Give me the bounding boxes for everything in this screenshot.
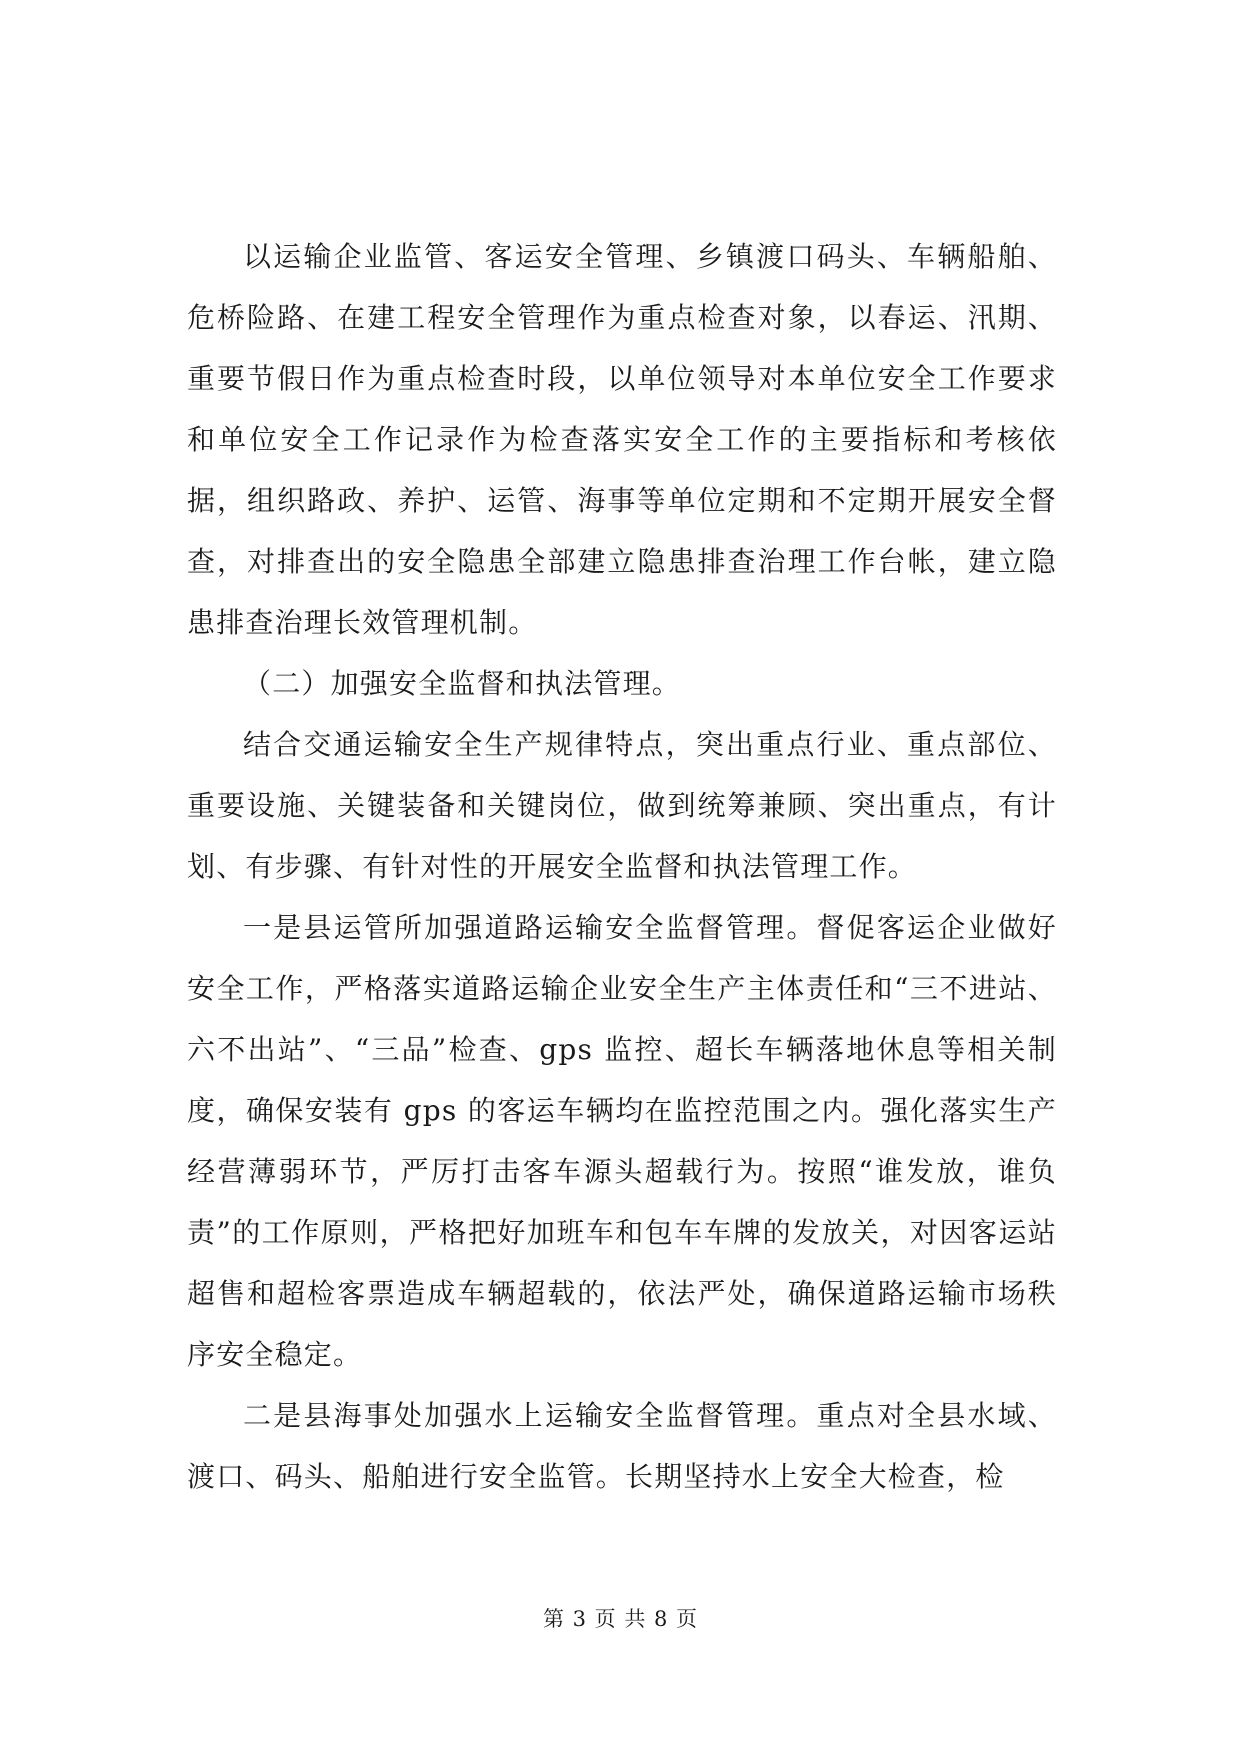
section-heading-two: （二）加强安全监督和执法管理。 bbox=[243, 667, 682, 700]
paragraph-water-transport: 二是县海事处加强水上运输安全监督管理。重点对全县水域、渡口、码头、船舶进行安全监管。长期坚持水上安全大检查，检 bbox=[187, 1399, 1057, 1493]
paragraph-road-transport: 一是县运管所加强道路运输安全监督管理。督促客运企业做好安全工作，严格落实道路运输企业安全生产主体责任和“三不进站、六不出站”、“三品”检查、gps 监控、超长车辆落地休息等相关制度，确保安装有 gps 的客运车辆均在监控范围之内。强化落实生产经营薄弱环节，严厉打击客车源头超载行为。按照“谁发放，谁负责”的工作原则，严格把好加班车和包车车牌的发放关，对因客运站超售和超检客票造成车辆超载的，依法严处，确保道路运输市场秩序安全稳定。 bbox=[187, 911, 1057, 1371]
document-body bbox=[187, 226, 1057, 1507]
page-footer: 第 3 页 共 8 页 bbox=[542, 1607, 699, 1631]
paragraph-supervision-overview: 结合交通运输安全生产规律特点，突出重点行业、重点部位、重要设施、关键装备和关键岗位，做到统筹兼顾、突出重点，有计划、有步骤、有针对性的开展安全监督和执法管理工作。 bbox=[187, 728, 1057, 883]
paragraph-inspection-targets: 以运输企业监管、客运安全管理、乡镇渡口码头、车辆船舶、危桥险路、在建工程安全管理作为重点检查对象，以春运、汛期、重要节假日作为重点检查时段，以单位领导对本单位安全工作要求和单位安全工作记录作为检查落实安全工作的主要指标和考核依据，组织路政、养护、运管、海事等单位定期和不定期开展安全督查，对排查出的安全隐患全部建立隐患排查治理工作台帐，建立隐患排查治理长效管理机制。 bbox=[187, 240, 1057, 639]
